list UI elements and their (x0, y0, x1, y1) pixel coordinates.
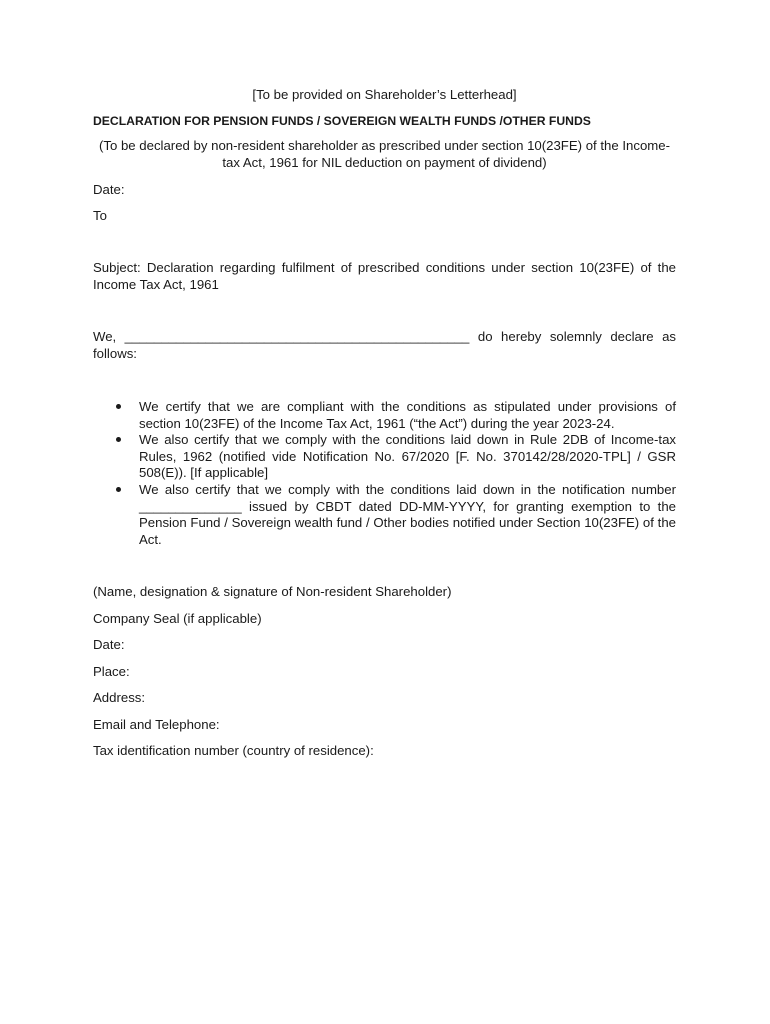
to-label: To (93, 208, 107, 223)
address-field: Address: (93, 690, 146, 705)
document-title: DECLARATION FOR PENSION FUNDS / SOVEREIGN WEALTH FUNDS /OTHER FUNDS (93, 114, 591, 128)
bullet-item (93, 482, 676, 548)
signature-date-field: Date: (93, 637, 125, 652)
bullet-icon (116, 487, 121, 492)
company-seal-field: Company Seal (if applicable) (93, 611, 262, 626)
subject-line: Subject: Declaration regarding fulfilment of prescribed conditions under section 10(23FE) of the Income Tax Act, 1961 (93, 260, 676, 292)
letterhead-note: [To be provided on Shareholder’s Letterhead] (252, 87, 517, 102)
bullet-item (93, 432, 676, 482)
bullet-item (93, 399, 676, 432)
date-label: Date: (93, 182, 125, 197)
bullet-text: We also certify that we comply with the conditions laid down in Rule 2DB of Income-tax Rules, 1962 (notified vide Notification No. 67/2020 [F. No. 370142/28/2020-TPL] / GSR 508(E)). [If applicable] (139, 432, 676, 481)
email-telephone-field: Email and Telephone: (93, 717, 220, 732)
declaration-bullet-list (93, 399, 676, 548)
tax-id-field: Tax identification number (country of residence): (93, 743, 374, 758)
bullet-icon (116, 404, 121, 409)
bullet-text: We also certify that we comply with the conditions laid down in the notification number ______________ issued by CBDT dated DD-MM-YYYY, for granting exemption to the Pension Fund / Sovereign wealth fund / Other bodies notified under Section 10(23FE) of the Act. (139, 481, 676, 547)
document-subtitle: (To be declared by non-resident shareholder as prescribed under section 10(23FE) of the Income-tax Act, 1961 for NIL deduction on payment of dividend) (98, 138, 671, 170)
bullet-icon (116, 437, 121, 442)
bullet-text: We certify that we are compliant with the conditions as stipulated under provisions of section 10(23FE) of the Income Tax Act, 1961 (“the Act”) during the year 2023-24. (139, 399, 676, 431)
signature-name-field: (Name, designation & signature of Non-resident Shareholder) (93, 584, 452, 599)
declaration-intro: We, _______________________________________________ do hereby solemnly declare as follows: (93, 329, 676, 361)
place-field: Place: (93, 664, 130, 679)
